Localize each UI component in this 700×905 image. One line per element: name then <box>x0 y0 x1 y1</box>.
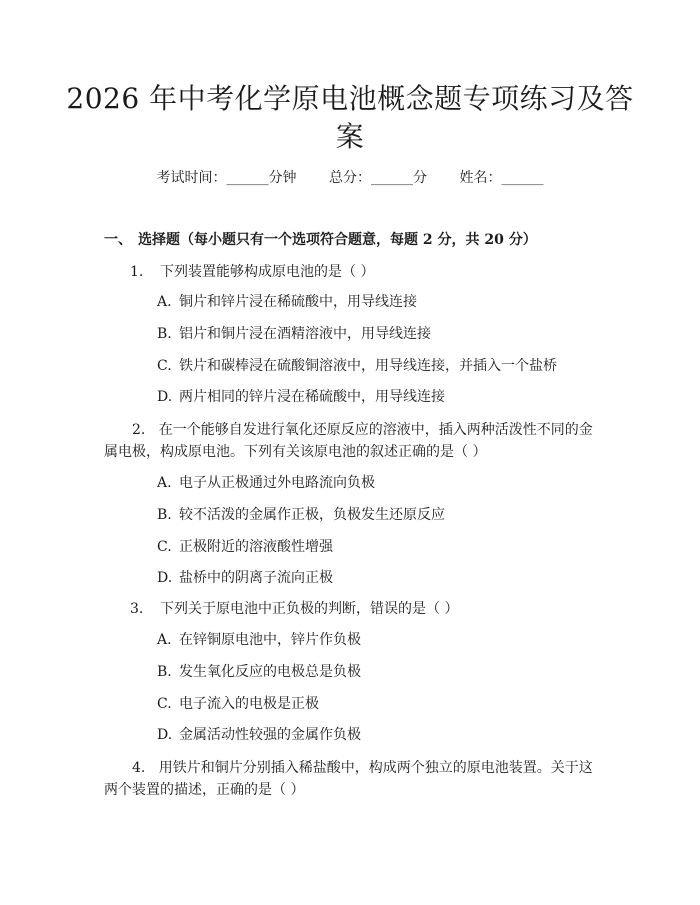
option-text: 金属活动性较强的金属作负极 <box>179 727 361 743</box>
section-heading <box>104 230 537 250</box>
option-letter: A. <box>157 475 172 491</box>
exam-time-field: 考试时间：______分钟 <box>156 170 297 186</box>
question-2 <box>104 419 598 463</box>
question-1 <box>130 262 374 282</box>
question-stem: 用铁片和铜片分别插入稀盐酸中，构成两个独立的原电池装置。关于这两个装置的描述，正确的是（ ） <box>104 760 593 798</box>
option-text: 电子从正极通过外电路流向负极 <box>179 475 375 491</box>
option-letter: A. <box>157 294 172 310</box>
question-number: 4. <box>132 760 146 776</box>
option-1c <box>157 356 557 376</box>
option-letter: D. <box>157 570 173 586</box>
section-label: 选择题（每小题只有一个选项符合题意，每题 2 分，共 20 分） <box>138 232 537 248</box>
section-number: 一、 <box>104 232 132 248</box>
option-1b <box>157 324 431 344</box>
option-2b <box>157 505 445 525</box>
option-letter: B. <box>157 507 172 523</box>
question-stem: 下列关于原电池中正负极的判断，错误的是（ ） <box>160 601 459 617</box>
option-text: 电子流入的电极是正极 <box>179 696 319 712</box>
option-1a <box>157 292 417 312</box>
option-letter: C. <box>157 696 172 712</box>
option-letter: C. <box>157 539 172 555</box>
page-title: 2026 年中考化学原电池概念题专项练习及答案 <box>66 82 634 153</box>
question-number: 2. <box>132 422 146 438</box>
option-text: 在锌铜原电池中，锌片作负极 <box>179 632 361 648</box>
option-text: 正极附近的溶液酸性增强 <box>179 539 333 555</box>
option-text: 铝片和铜片浸在酒精溶液中，用导线连接 <box>179 326 431 342</box>
option-3c <box>157 694 319 714</box>
option-3d <box>157 725 361 745</box>
option-3b <box>157 662 361 682</box>
question-number: 1. <box>130 264 144 280</box>
option-letter: D. <box>157 389 173 405</box>
exam-info-line <box>0 168 700 188</box>
student-name-field: 姓名：______ <box>459 170 544 186</box>
question-3 <box>130 599 458 619</box>
option-letter: A. <box>157 632 172 648</box>
option-text: 两片相同的锌片浸在稀硫酸中，用导线连接 <box>179 389 445 405</box>
option-letter: D. <box>157 727 173 743</box>
option-text: 盐桥中的阴离子流向正极 <box>179 570 333 586</box>
question-number: 3. <box>130 601 144 617</box>
option-3a <box>157 630 361 650</box>
option-text: 较不活泼的金属作正极，负极发生还原反应 <box>179 507 445 523</box>
option-2d <box>157 568 333 588</box>
option-1d <box>157 387 445 407</box>
option-2a <box>157 473 375 493</box>
option-text: 铁片和碳棒浸在硫酸铜溶液中，用导线连接，并插入一个盐桥 <box>179 358 557 374</box>
question-stem: 在一个能够自发进行氧化还原反应的溶液中，插入两种活泼性不同的金属电极，构成原电池。下列有关该原电池的叙述正确的是（ ） <box>104 422 593 460</box>
option-2c <box>157 537 333 557</box>
question-stem: 下列装置能够构成原电池的是（ ） <box>160 264 375 280</box>
option-letter: B. <box>157 326 172 342</box>
option-letter: C. <box>157 358 172 374</box>
option-text: 发生氧化反应的电极总是负极 <box>179 664 361 680</box>
total-score-field: 总分：______分 <box>329 170 427 186</box>
question-4 <box>104 757 598 801</box>
option-letter: B. <box>157 664 172 680</box>
option-text: 铜片和锌片浸在稀硫酸中，用导线连接 <box>179 294 417 310</box>
